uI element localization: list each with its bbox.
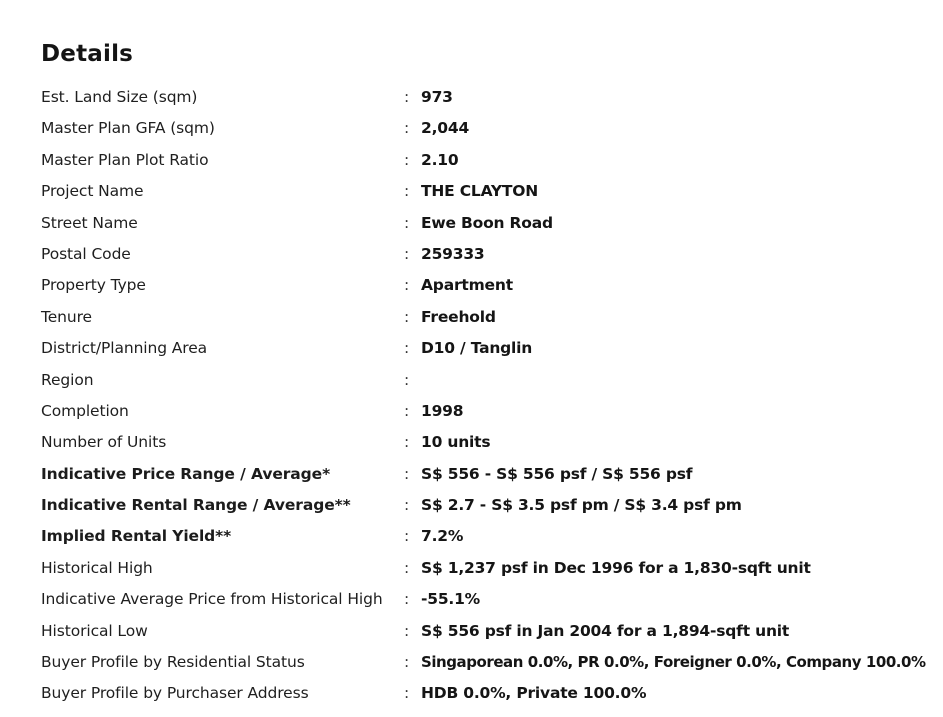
detail-label: Master Plan GFA (sqm) [41, 119, 215, 138]
details-list [41, 82, 926, 710]
detail-separator: : [404, 527, 410, 546]
detail-label: Postal Code [41, 244, 131, 263]
detail-row-region [41, 365, 921, 396]
detail-value: D10 / Tanglin [421, 339, 533, 358]
detail-row-street-name [41, 208, 921, 239]
detail-row-gfa [41, 113, 921, 144]
detail-row-historical-low [41, 616, 921, 647]
detail-label: Indicative Average Price from Historical High [41, 590, 383, 609]
detail-value: 2.10 [421, 150, 459, 169]
detail-label: Number of Units [41, 433, 167, 452]
detail-row-rental-yield [41, 521, 921, 552]
detail-row-number-of-units [41, 427, 921, 458]
detail-separator: : [404, 558, 410, 577]
detail-separator: : [404, 244, 410, 263]
detail-row-price-range [41, 459, 921, 490]
detail-value: Singaporean 0.0%, PR 0.0%, Foreigner 0.0%, Company 100.0% [421, 653, 926, 672]
detail-label: Completion [41, 401, 129, 420]
detail-separator: : [404, 150, 410, 169]
detail-separator: : [404, 621, 410, 640]
detail-value: 7.2% [421, 527, 464, 546]
detail-row-buyer-residential-status [41, 647, 926, 678]
detail-label: Region [41, 370, 94, 389]
detail-separator: : [404, 496, 410, 515]
detail-row-project-name [41, 176, 921, 207]
detail-separator: : [404, 213, 410, 232]
detail-value: Freehold [421, 307, 496, 326]
detail-separator: : [404, 401, 410, 420]
detail-value: S$ 556 psf in Jan 2004 for a 1,894-sqft unit [421, 621, 790, 640]
detail-row-historical-high [41, 553, 921, 584]
detail-label: Historical High [41, 558, 153, 577]
detail-row-tenure [41, 302, 921, 333]
details-title: Details [41, 41, 134, 67]
detail-label: Indicative Rental Range / Average** [41, 496, 351, 515]
detail-separator: : [404, 276, 410, 295]
detail-value: THE CLAYTON [421, 182, 539, 201]
detail-value: S$ 556 - S$ 556 psf / S$ 556 psf [421, 464, 693, 483]
detail-separator: : [404, 307, 410, 326]
detail-value: HDB 0.0%, Private 100.0% [421, 684, 647, 703]
detail-label: Tenure [41, 307, 92, 326]
detail-value: 10 units [421, 433, 491, 452]
detail-separator: : [404, 653, 410, 672]
detail-separator: : [404, 182, 410, 201]
detail-value: -55.1% [421, 590, 481, 609]
detail-value: 1998 [421, 401, 464, 420]
detail-row-district [41, 333, 921, 364]
detail-label: District/Planning Area [41, 339, 208, 358]
detail-separator: : [404, 119, 410, 138]
detail-label: Property Type [41, 276, 146, 295]
detail-separator: : [404, 433, 410, 452]
detail-separator: : [404, 684, 410, 703]
detail-row-rental-range [41, 490, 921, 521]
detail-separator: : [404, 370, 410, 389]
detail-separator: : [404, 590, 410, 609]
detail-label: Master Plan Plot Ratio [41, 150, 209, 169]
detail-row-completion [41, 396, 921, 427]
detail-row-buyer-purchaser-address [41, 678, 921, 709]
detail-value: S$ 1,237 psf in Dec 1996 for a 1,830-sqft unit [421, 558, 811, 577]
detail-separator: : [404, 464, 410, 483]
detail-label: Project Name [41, 182, 144, 201]
detail-separator: : [404, 88, 410, 106]
detail-row-price-from-high [41, 584, 921, 615]
detail-row-plot-ratio [41, 145, 921, 176]
detail-label: Street Name [41, 213, 138, 232]
detail-row-land-size [41, 82, 921, 113]
detail-label: Buyer Profile by Purchaser Address [41, 684, 309, 703]
detail-row-postal-code [41, 239, 921, 270]
detail-label: Indicative Price Range / Average* [41, 464, 331, 483]
detail-value: Apartment [421, 276, 513, 295]
detail-value: 2,044 [421, 119, 470, 138]
detail-value: 973 [421, 88, 453, 106]
detail-value: S$ 2.7 - S$ 3.5 psf pm / S$ 3.4 psf pm [421, 496, 742, 515]
detail-label: Historical Low [41, 621, 148, 640]
detail-label: Implied Rental Yield** [41, 527, 232, 546]
detail-separator: : [404, 339, 410, 358]
detail-label: Buyer Profile by Residential Status [41, 653, 305, 672]
detail-value: 259333 [421, 244, 485, 263]
detail-row-property-type [41, 270, 921, 301]
detail-label: Est. Land Size (sqm) [41, 88, 198, 106]
detail-value: Ewe Boon Road [421, 213, 553, 232]
